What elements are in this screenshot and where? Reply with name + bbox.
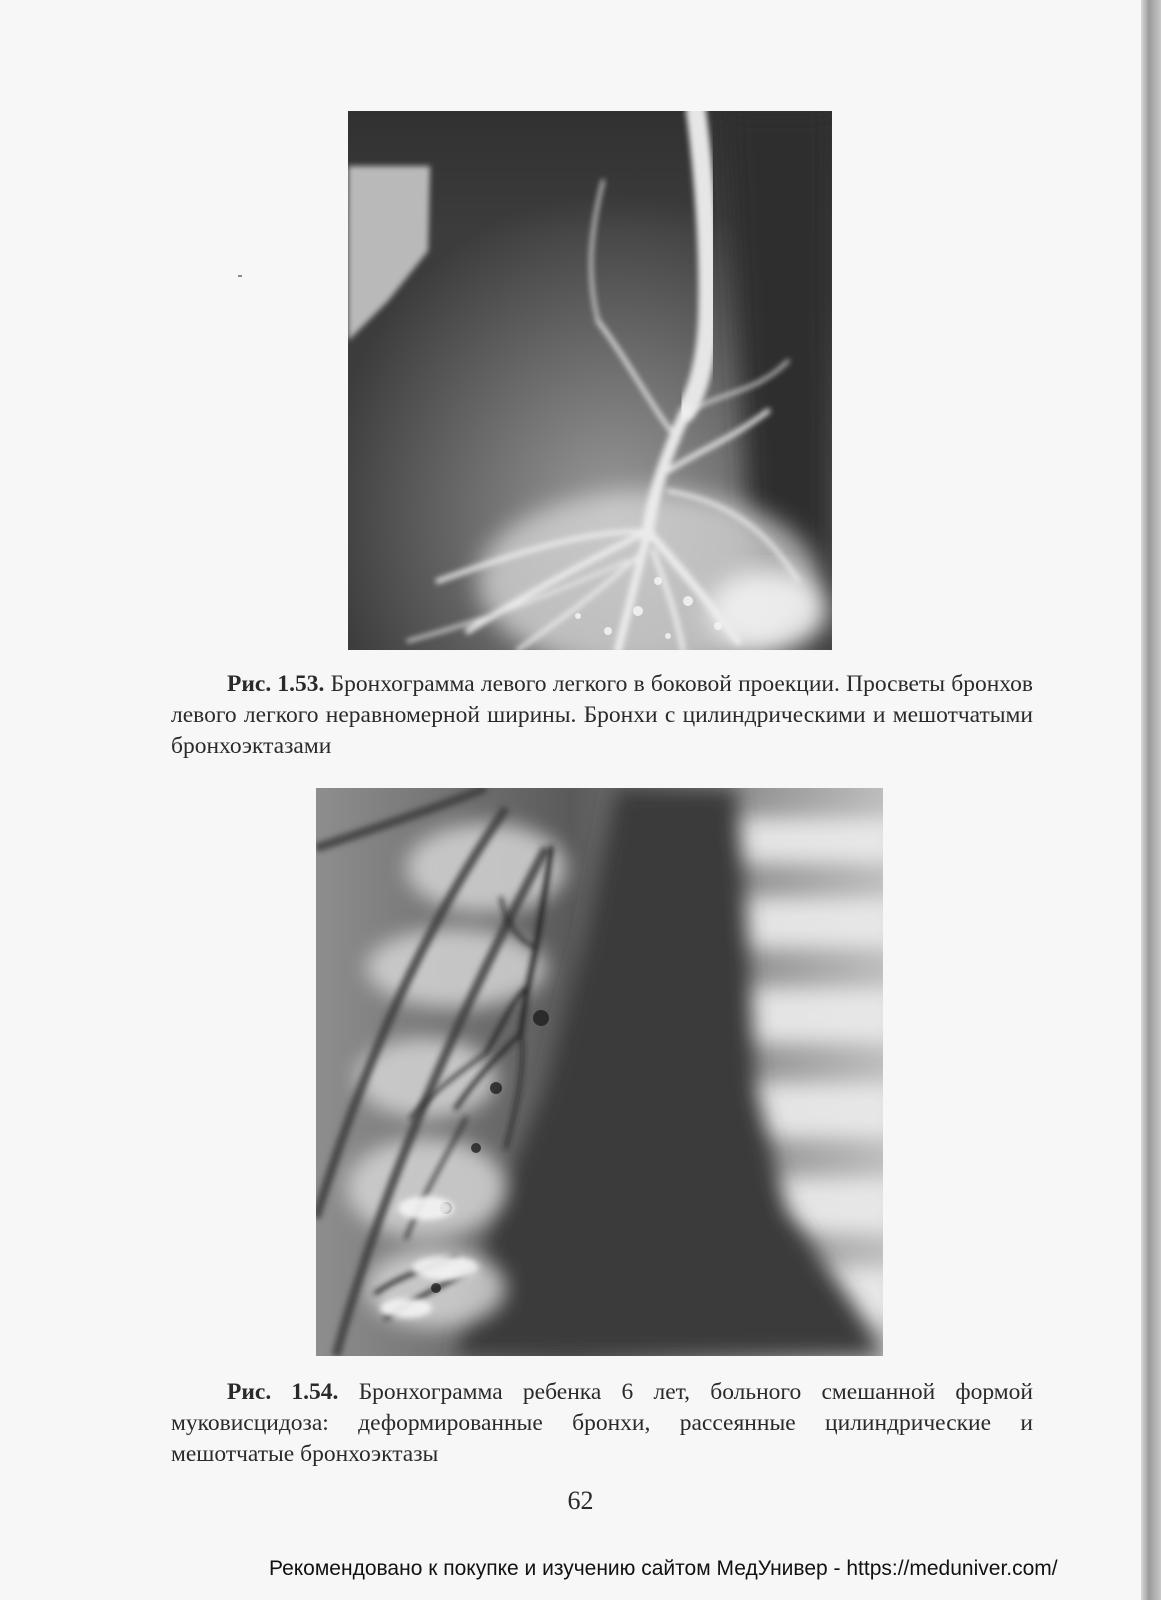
footer-recommendation: Рекомендовано к покупке и изучению сайтом МедУнивер - https://meduniver.com/ (269, 1557, 1058, 1580)
bronchogram-lateral-xray (348, 111, 832, 650)
figure-caption-text-2: Бронхограмма ребенка 6 лет, больного смешанной формой муковисцидоза: деформированные бронхи, рассеянные цилиндрические и мешотчатые бронхоэктазы (171, 1379, 1033, 1467)
figure-caption-text-1: Бронхограмма левого легкого в боковой проекции. Просветы бронхов левого легкого неравномерной ширины. Бронхи с цилиндрическими и мешотчатыми бронхоэктазами (171, 671, 1034, 759)
figure-label-2: Рис. 1.54. (227, 1379, 339, 1405)
bronchogram-image-2 (316, 788, 883, 1356)
page-edge-shadow (1141, 0, 1161, 1600)
figure-caption-1 (171, 669, 1033, 762)
bronchogram-image-1 (348, 111, 832, 650)
figure-caption-2 (171, 1377, 1033, 1470)
bronchogram-child-xray (316, 788, 883, 1356)
page-number: 62 (567, 1486, 594, 1515)
figure-label-1: Рис. 1.53. (227, 671, 325, 697)
scan-speck (238, 275, 242, 277)
